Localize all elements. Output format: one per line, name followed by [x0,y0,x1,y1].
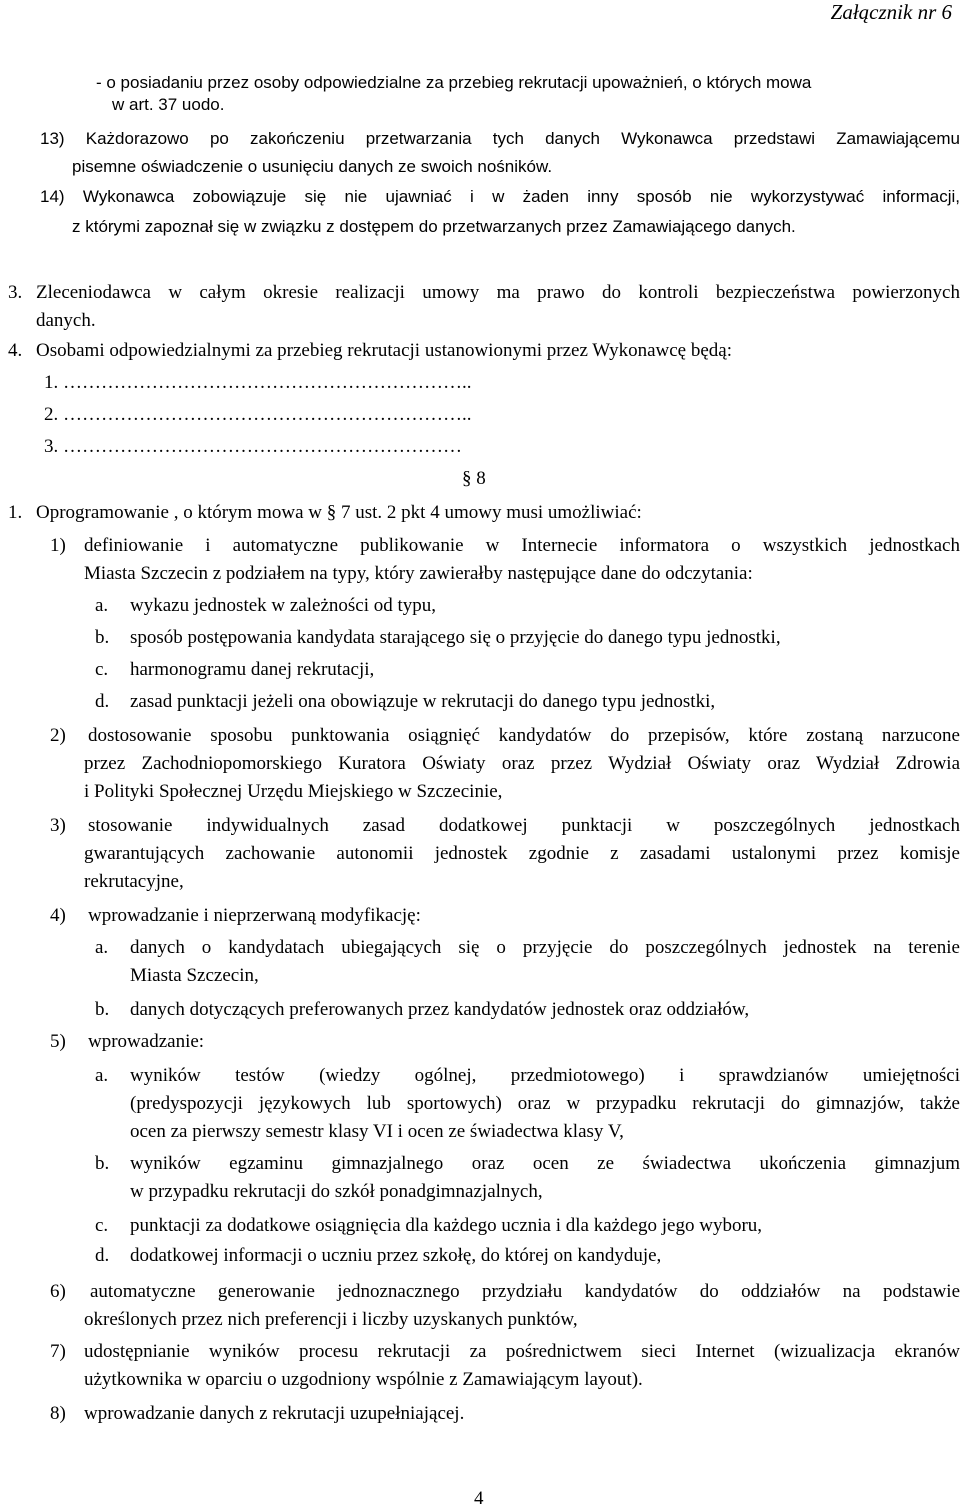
item-13-line1: 13) Każdorazowo po zakończeniu przetwarzania tych danych Wykonawca przedstawi Zamawiającemu [40,129,960,148]
feature-1d-letter: d. [95,691,110,712]
feature-4-number: 4) [50,905,66,926]
feature-5a-letter: a. [95,1065,109,1086]
feature-5a-line1: wyników testów (wiedzy ogólnej, przedmiotowego) i sprawdzianów umiejętności [130,1065,960,1086]
feature-5-number: 5) [50,1031,66,1052]
feature-7-number: 7) [50,1341,66,1362]
feature-5b-line1: wyników egzaminu gimnazjalnego oraz ocen ze świadectwa ukończenia gimnazjum [130,1153,960,1174]
feature-6-line1: automatyczne generowanie jednoznacznego przydziału kandydatów do oddziałów na podstawie [90,1281,960,1302]
feature-1-number: 1) [50,535,66,556]
item-13-line2: pisemne oświadczenie o usunięciu danych ze swoich nośników. [72,157,553,176]
feature-1a-letter: a. [95,595,109,616]
feature-2-line2: przez Zachodniopomorskiego Kuratora Oświaty oraz przez Wydział Oświaty oraz Wydział Zdrowia [84,753,960,774]
feature-5b-letter: b. [95,1153,110,1174]
dash-item-line2: w art. 37 uodo. [112,95,225,114]
feature-5c-letter: c. [95,1215,109,1236]
feature-1b-letter: b. [95,627,110,648]
person-line-1: 1. ……………………………………………………….. [44,372,472,393]
feature-1c-letter: c. [95,659,109,680]
feature-3-line3: rekrutacyjne, [84,871,184,892]
feature-3-number: 3) [50,815,66,836]
feature-1d-text: zasad punktacji jeżeli ona obowiązuje w rekrutacji do danego typu jednostki, [130,691,716,712]
para-1-number: 1. [8,502,23,523]
feature-5a-line2: (predyspozycji językowych lub sportowych) oraz w przypadku rekrutacji do gimnazjów, także [130,1093,960,1114]
feature-7-line1: udostępnianie wyników procesu rekrutacji za pośrednictwem sieci Internet (wizualizacja ekranów [84,1341,960,1362]
feature-8-text: wprowadzanie danych z rekrutacji uzupełniającej. [84,1403,465,1424]
para-1-text: Oprogramowanie , o którym mowa w § 7 ust. 2 pkt 4 umowy musi umożliwiać: [36,502,642,523]
item-14-line2: z którymi zapoznał się w związku z dostępem do przetwarzanych przez Zamawiającego danych. [72,217,796,236]
feature-3-line1: stosowanie indywidualnych zasad dodatkowej punktacji w poszczególnych jednostkach [88,815,960,836]
feature-5a-line3: ocen za pierwszy semestr klasy VI i ocen ze świadectwa klasy V, [130,1121,624,1142]
feature-7-line2: użytkownika w oparciu o uzgodniony wspólnie z Zamawiającym layout). [84,1369,643,1390]
feature-1c-text: harmonogramu danej rekrutacji, [130,659,375,680]
item-3-number: 3. [8,282,23,303]
person-line-2: 2. ……………………………………………………….. [44,404,472,425]
item-3-line1: Zleceniodawca w całym okresie realizacji umowy ma prawo do kontroli bezpieczeństwa powierzonych [36,282,960,303]
page-header-title: Załącznik nr 6 [830,0,952,24]
feature-1-line1: definiowanie i automatyczne publikowanie w Internecie informatora o wszystkich jednostkach [84,535,960,556]
item-4-text: Osobami odpowiedzialnymi za przebieg rekrutacji ustanowionymi przez Wykonawcę będą: [36,340,732,361]
feature-4b-text: danych dotyczących preferowanych przez kandydatów jednostek oraz oddziałów, [130,999,750,1020]
feature-6-line2: określonych przez nich preferencji i liczby uzyskanych punktów, [84,1309,578,1330]
feature-2-number: 2) [50,725,66,746]
feature-6-number: 6) [50,1281,66,1302]
item-3-line2: danych. [36,310,96,331]
person-line-3: 3. ……………………………………………………… [44,436,462,457]
item-14-line1: 14) Wykonawca zobowiązuje się nie ujawniać i w żaden inny sposób nie wykorzystywać informacji, [40,187,960,206]
feature-5d-text: dodatkowej informacji o uczniu przez szkołę, do której on kandyduje, [130,1245,662,1266]
feature-5c-text: punktacji za dodatkowe osiągnięcia dla każdego ucznia i dla każdego jego wyboru, [130,1215,763,1236]
feature-4a-line2: Miasta Szczecin, [130,965,259,986]
dash-item-line1: - o posiadaniu przez osoby odpowiedzialne za przebieg rekrutacji upoważnień, o których mowa [96,73,812,92]
section-heading: § 8 [462,468,486,489]
feature-8-number: 8) [50,1403,66,1424]
feature-1b-text: sposób postępowania kandydata starającego się o przyjęcie do danego typu jednostki, [130,627,781,648]
page-number: 4 [474,1488,484,1509]
feature-4b-letter: b. [95,999,110,1020]
feature-5d-letter: d. [95,1245,110,1266]
feature-5b-line2: w przypadku rekrutacji do szkół ponadgimnazjalnych, [130,1181,543,1202]
feature-2-line3: i Polityki Społecznej Urzędu Miejskiego w Szczecinie, [84,781,503,802]
feature-1-line2: Miasta Szczecin z podziałem na typy, który zawierałby następujące dane do odczytania: [84,563,753,584]
feature-4-text: wprowadzanie i nieprzerwaną modyfikację: [88,905,421,926]
feature-5-text: wprowadzanie: [88,1031,205,1052]
feature-2-line1: dostosowanie sposobu punktowania osiągnięć kandydatów do przepisów, które zostaną narzucone [88,725,960,746]
feature-4a-line1: danych o kandydatach ubiegających się o przyjęcie do poszczególnych jednostek na terenie [130,937,960,958]
feature-3-line2: gwarantujących zachowanie autonomii jednostek zgodnie z zasadami ustalonymi przez komisje [84,843,960,864]
feature-4a-letter: a. [95,937,109,958]
feature-1a-text: wykazu jednostek w zależności od typu, [130,595,437,616]
item-4-number: 4. [8,340,23,361]
